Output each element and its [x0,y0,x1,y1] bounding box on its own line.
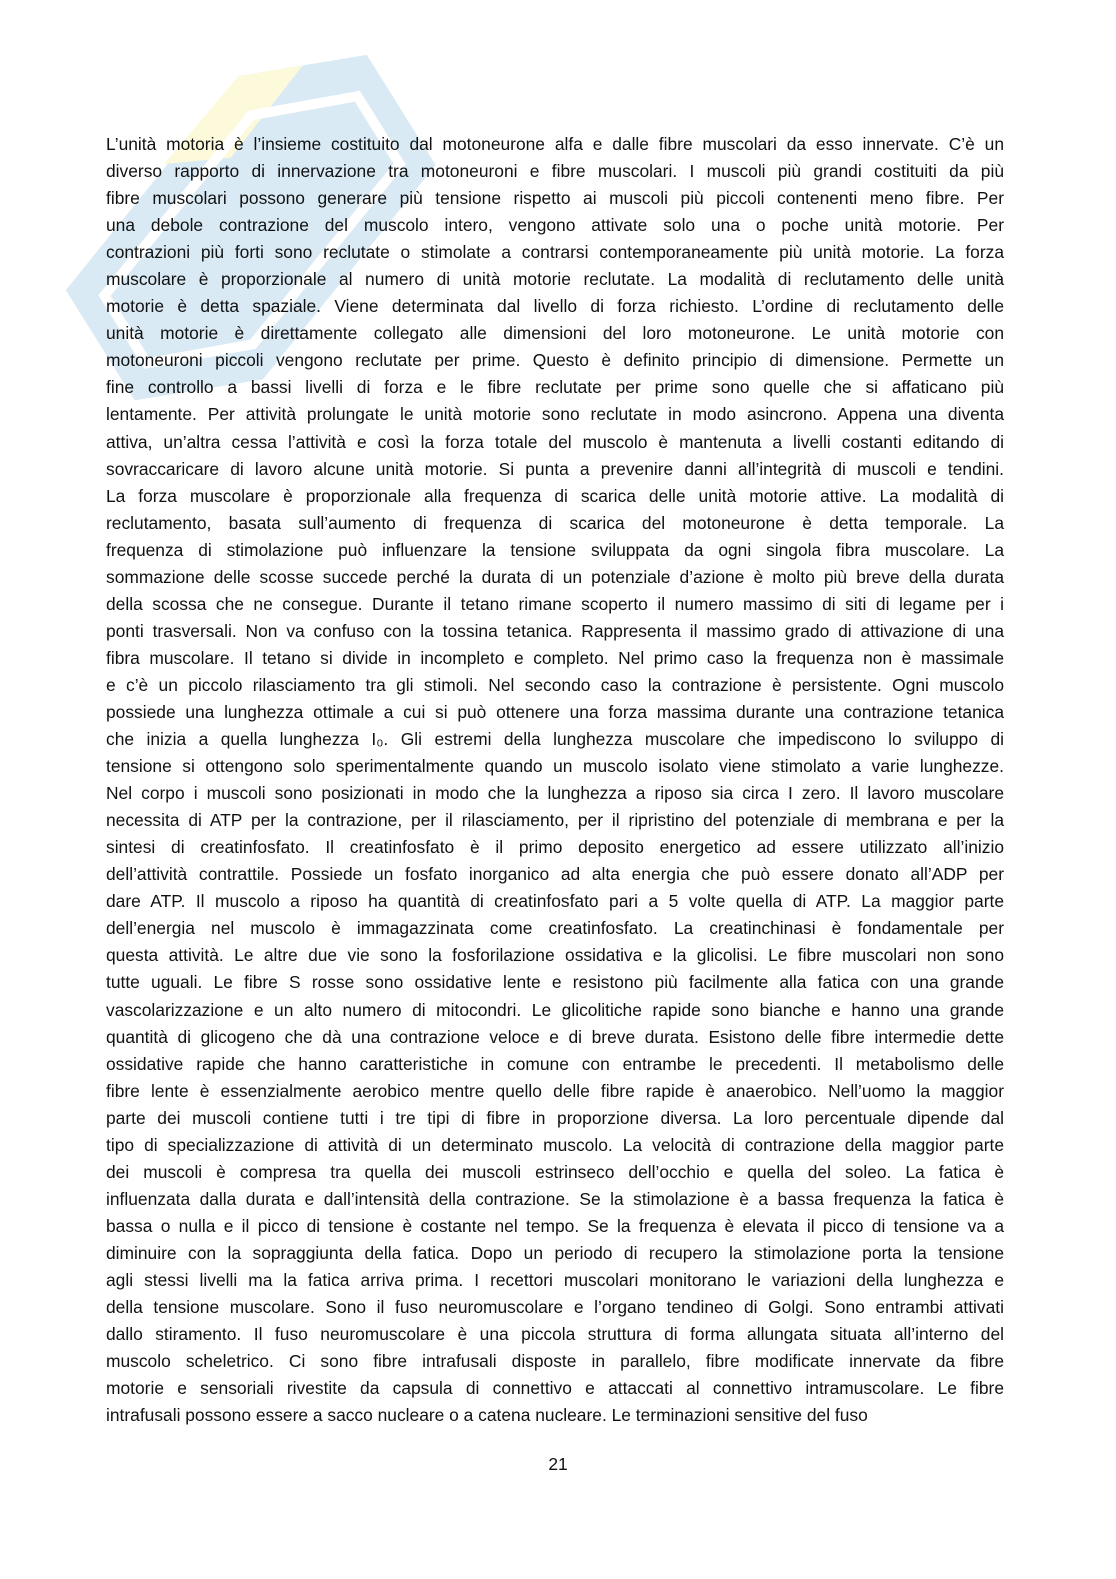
text-line: che inizia a quella lunghezza I₀. Gli estremi della lunghezza muscolare che impediscono lo sviluppo di [106,729,1004,750]
text-line: La forza muscolare è proporzionale alla frequenza di scarica delle unità motorie attive. La modalità di [106,485,1004,506]
text-line: lentamente. Per attività prolungate le unità motorie sono reclutate in modo asincrono. Appena una diventa [106,404,1004,425]
text-line: sintesi di creatinfosfato. Il creatinfosfato è il primo deposito energetico ad essere utilizzato all’inizio [106,837,1004,858]
text-line: unità motorie è direttamente collegato alle dimensioni del loro motoneurone. Le unità motorie con [106,323,1004,344]
text-line: reclutamento, basata sull’aumento di frequenza di scarica del motoneurone è detta temporale. La [106,512,1004,533]
text-line: bassa o nulla e il picco di tensione è costante nel tempo. Se la frequenza è elevata il picco di tensione va a [106,1215,1004,1236]
text-line: possiede una lunghezza ottimale a cui si può ottenere una forza massima durante una contrazione tetanica [106,701,1004,722]
text-line: quantità di glicogeno che dà una contrazione veloce e di breve durata. Esistono delle fibre intermedie dette [106,1026,1004,1047]
text-line: muscolare è proporzionale al numero di unità motorie reclutate. La modalità di reclutamento delle unità [106,269,1004,290]
text-line: muscolo scheletrico. Ci sono fibre intrafusali disposte in parallelo, fibre modificate innervate da fibre [106,1351,1004,1372]
text-line: frequenza di stimolazione può influenzare la tensione sviluppata da ogni singola fibra muscolare. La [106,539,1004,560]
text-line: della scossa che ne consegue. Durante il tetano rimane scoperto il numero massimo di siti di legame per i [106,593,1004,614]
text-line: tipo di specializzazione di attività di un determinato muscolo. La velocità di contrazione della maggior parte [106,1134,1004,1155]
text-line: dare ATP. Il muscolo a riposo ha quantità di creatinfosfato pari a 5 volte quella di ATP. La maggior parte [106,891,1004,912]
text-line: ponti trasversali. Non va confuso con la tossina tetanica. Rappresenta il massimo grado di attivazione di una [106,620,1004,641]
text-line: diminuire con la sopraggiunta della fatica. Dopo un periodo di recupero la stimolazione porta la tensione [106,1242,1004,1263]
text-line: dei muscoli è compresa tra quella dei muscoli estrinseco dell’occhio e quella del soleo. La fatica è [106,1161,1004,1182]
text-line: dallo stiramento. Il fuso neuromuscolare è una piccola struttura di forma allungata situata all’interno del [106,1324,1004,1345]
text-line: intrafusali possono essere a sacco nucleare o a catena nucleare. Le terminazioni sensitive del fuso [106,1405,868,1426]
text-line: motorie è detta spaziale. Viene determinata dal livello di forza richiesto. L’ordine di reclutamento delle [106,296,1004,317]
text-line: tensione si ottengono solo sperimentalmente quando un muscolo isolato viene stimolato a varie lunghezze. [106,756,1004,777]
text-line: necessita di ATP per la contrazione, per il rilasciamento, per il ripristino del potenziale di membrana e per la [106,810,1004,831]
text-line: dell’attività contrattile. Possiede un fosfato inorganico ad alta energia che può essere donato all’ADP per [106,864,1004,885]
text-line: L’unità motoria è l’insieme costituito dal motoneurone alfa e dalle fibre muscolari da esso innervate. C’è un [106,134,1004,154]
text-line: della tensione muscolare. Sono il fuso neuromuscolare e l’organo tendineo di Golgi. Sono entrambi attivati [106,1297,1004,1318]
text-line: fibre lente è essenzialmente aerobico mentre quello delle fibre rapide è anaerobico. Nell’uomo la maggior [106,1080,1004,1101]
text-line: fibra muscolare. Il tetano si divide in incompleto e completo. Nel primo caso la frequenza non è massimale [106,647,1004,668]
text-line: una debole contrazione del muscolo intero, vengono attivate solo una o poche unità motorie. Per [106,215,1004,236]
page-number: 21 [548,1454,568,1474]
text-line: dell’energia nel muscolo è immagazzinata come creatinfosfato. La creatinchinasi è fondamentale per [106,918,1004,939]
text-line: parte dei muscoli contiene tutti i tre tipi di fibre in proporzione diversa. La loro percentuale dipende dal [106,1107,1004,1128]
text-line: sovraccaricare di lavoro alcune unità motorie. Si punta a prevenire danni all’integrità di muscoli e tendini. [106,458,1004,479]
text-line: questa attività. Le altre due vie sono la fosforilazione ossidativa e la glicolisi. Le fibre muscolari non sono [106,945,1004,966]
text-line: tutte uguali. Le fibre S rosse sono ossidative lente e resistono più facilmente alla fatica con una grande [106,972,1004,993]
text-line: sommazione delle scosse succede perché la durata di un potenziale d’azione è molto più breve della durata [106,566,1004,587]
text-line: motoneuroni piccoli vengono reclutate per prime. Questo è definito principio di dimensione. Permette un [106,350,1004,371]
text-line: agli stessi livelli ma la fatica arriva prima. I recettori muscolari monitorano le variazioni della lunghezza e [106,1269,1004,1290]
text-line: ossidative rapide che hanno caratteristiche in comune con entrambe le precedenti. Il metabolismo delle [106,1053,1004,1074]
text-line: diverso rapporto di innervazione tra motoneuroni e fibre muscolari. I muscoli più grandi costituiti da più [106,161,1004,182]
text-line: influenzata dalla durata e dall’intensità della contrazione. Se la stimolazione è a bassa frequenza la fatica è [106,1188,1004,1209]
text-line: e c’è un piccolo rilasciamento tra gli stimoli. Nel secondo caso la contrazione è persistente. Ogni muscolo [106,674,1004,695]
text-line: fibre muscolari possono generare più tensione rispetto ai muscoli più piccoli contenenti meno fibre. Per [106,188,1004,209]
text-line: attiva, un’altra cessa l’attività e così la forza totale del muscolo è mantenuta a livelli costanti editando di [106,431,1004,452]
text-line: Nel corpo i muscoli sono posizionati in modo che la lunghezza a riposo sia circa I zero. Il lavoro muscolare [106,783,1004,804]
text-line: motorie e sensoriali rivestite da capsula di connettivo e attaccati al connettivo intramuscolare. Le fibre [106,1378,1004,1399]
text-line: fine controllo a bassi livelli di forza e le fibre reclutate per prime sono quelle che si affaticano più [106,377,1004,398]
text-line: vascolarizzazione e un alto numero di mitocondri. Le glicolitiche rapide sono bianche e hanno una grande [106,999,1004,1020]
body-paragraph [106,131,1004,1429]
text-line: contrazioni più forti sono reclutate o stimolate a contrarsi contemporaneamente più unità motorie. La forza [106,242,1004,263]
